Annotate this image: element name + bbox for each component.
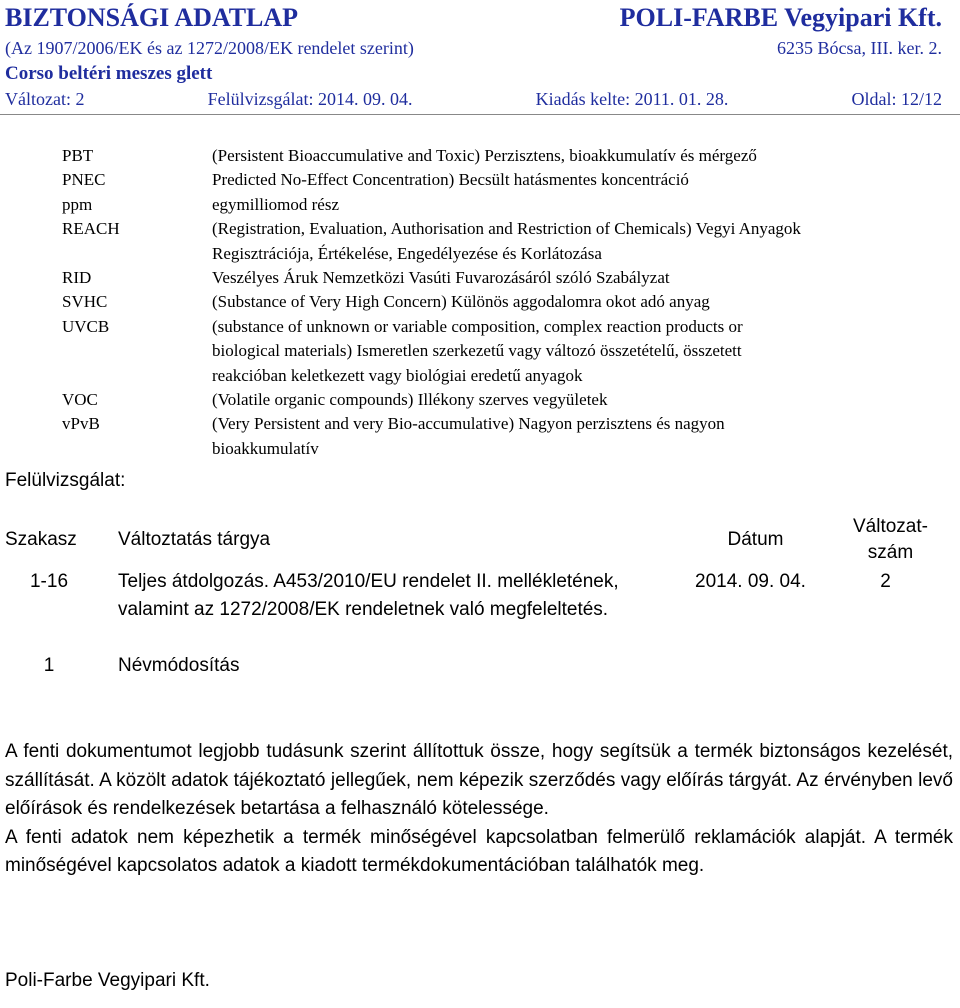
abbreviation-key: PBT	[62, 146, 94, 165]
header-section: Szakasz	[5, 529, 77, 550]
header-product-row	[5, 62, 942, 86]
header-version-line2: szám	[867, 542, 914, 563]
company-name: POLI-FARBE Vegyipari Kft.	[619, 3, 942, 32]
abbreviation-row	[62, 217, 942, 241]
issue-date-text: Kiadás kelte: 2011. 01. 28.	[535, 89, 729, 109]
abbreviation-row	[62, 242, 942, 266]
abbreviation-key: ppm	[62, 194, 93, 214]
header-date: Dátum	[727, 529, 784, 550]
abbreviation-text: (Volatile organic compounds) Illékony szerves vegyületek	[212, 390, 608, 410]
abbreviation-text: Veszélyes Áruk Nemzetközi Vasúti Fuvarozásáról szóló Szabályzat	[212, 268, 670, 288]
row-subject: Névmódosítás	[118, 655, 240, 676]
abbreviation-key: UVCB	[62, 316, 110, 336]
abbreviation-text: Predicted No-Effect Concentration) Becsült hatásmentes koncentráció	[212, 170, 689, 190]
abbreviation-row	[62, 364, 942, 388]
header-regulation-row	[5, 37, 942, 59]
row-version	[828, 652, 953, 680]
abbreviation-row	[62, 266, 942, 290]
row-section: 1-16	[29, 571, 69, 592]
abbreviation-row	[62, 437, 942, 461]
abbreviation-text: biological materials) Ismeretlen szerkezetű vagy változó összetételű, összetett	[212, 341, 742, 361]
header-version-line1: Változat-	[853, 516, 928, 537]
version-text: Változat: 2	[5, 89, 85, 109]
abbreviation-text: (Registration, Evaluation, Authorisation and Restriction of Chemicals) Vegyi Anyagok	[212, 219, 801, 239]
abbreviation-key: REACH	[62, 219, 120, 239]
abbreviation-row	[62, 290, 942, 314]
disclaimer-paragraph-1: A fenti dokumentumot legjobb tudásunk szerint állítottuk össze, hogy segítsük a termék biztonságos kezelését, szállítását. A közölt adatok tájékoztató jellegűek, nem képezik szerződés vagy előírás tárgyát. Az érvényben levő előírások és rendelkezések betartása a felhasználó kötelessége.	[5, 741, 953, 820]
page-number: Oldal: 12/12	[851, 89, 942, 109]
abbreviation-text: (Very Persistent and very Bio-accumulative) Nagyon perzisztens és nagyon	[212, 414, 725, 434]
row-version: 2	[880, 571, 891, 592]
row-subject: Teljes átdolgozás. A453/2010/EU rendelet II. mellékletének, valamint az 1272/2008/EK rendeletnek való megfeleltetés.	[118, 571, 619, 620]
document-title: BIZTONSÁGI ADATLAP	[5, 3, 299, 32]
footer-company: Poli-Farbe Vegyipari Kft.	[5, 970, 210, 991]
company-address: 6235 Bócsa, III. ker. 2.	[777, 38, 942, 58]
row-date	[683, 652, 828, 680]
row-date: 2014. 09. 04.	[695, 571, 806, 592]
abbreviation-key: SVHC	[62, 292, 108, 312]
abbreviation-text: (substance of unknown or variable composition, complex reaction products or	[212, 316, 743, 336]
table-row	[5, 652, 955, 680]
abbreviation-text: (Substance of Very High Concern) Különös aggodalomra okot adó anyag	[212, 292, 710, 312]
revision-section-label: Felülvizsgálat:	[5, 470, 126, 491]
abbreviation-text: Regisztrációja, Értékelése, Engedélyezése és Korlátozása	[212, 243, 602, 263]
table-header-row	[5, 512, 955, 568]
abbreviation-text: bioakkumulatív	[212, 438, 319, 458]
abbreviation-key	[62, 364, 212, 388]
revision-table	[5, 512, 955, 680]
disclaimer-paragraph-2: A fenti adatok nem képezhetik a termék minőségével kapcsolatban felmerülő reklamációk alapját. A termék minőségével kapcsolatos adatok a kiadott termékdokumentációban találhatók meg.	[5, 826, 953, 877]
abbreviation-row	[62, 315, 942, 339]
abbreviation-key	[62, 242, 212, 266]
abbreviation-list	[62, 144, 942, 461]
abbreviation-text: egymilliomod rész	[212, 194, 340, 214]
header-version	[828, 514, 953, 566]
abbreviation-row	[62, 388, 942, 412]
product-name: Corso beltéri meszes glett	[5, 63, 213, 84]
abbreviation-row	[62, 339, 942, 363]
abbreviation-row	[62, 412, 942, 436]
regulation-text: (Az 1907/2006/EK és az 1272/2008/EK rendelet szerint)	[5, 38, 414, 58]
header-title-row	[5, 2, 942, 34]
abbreviation-text: (Persistent Bioaccumulative and Toxic) Perzisztens, bioakkumulatív és mérgező	[212, 146, 757, 165]
abbreviation-row	[62, 193, 942, 217]
revision-date-text: Felülvizsgálat: 2014. 09. 04.	[207, 89, 413, 109]
row-section: 1	[43, 655, 55, 676]
abbreviation-key: VOC	[62, 390, 98, 410]
header-meta-row	[5, 88, 942, 110]
abbreviation-key: RID	[62, 268, 92, 288]
abbreviation-text: reakcióban keletkezett vagy biológiai eredetű anyagok	[212, 365, 583, 385]
table-row	[5, 568, 955, 652]
abbreviation-key	[62, 437, 212, 461]
abbreviation-key: PNEC	[62, 170, 106, 190]
abbreviation-key	[62, 339, 212, 363]
header-divider	[0, 114, 960, 115]
abbreviation-row	[62, 144, 942, 168]
abbreviation-key: vPvB	[62, 414, 100, 434]
disclaimer	[5, 738, 953, 881]
abbreviation-row	[62, 168, 942, 192]
header-subject: Változtatás tárgya	[118, 529, 271, 550]
